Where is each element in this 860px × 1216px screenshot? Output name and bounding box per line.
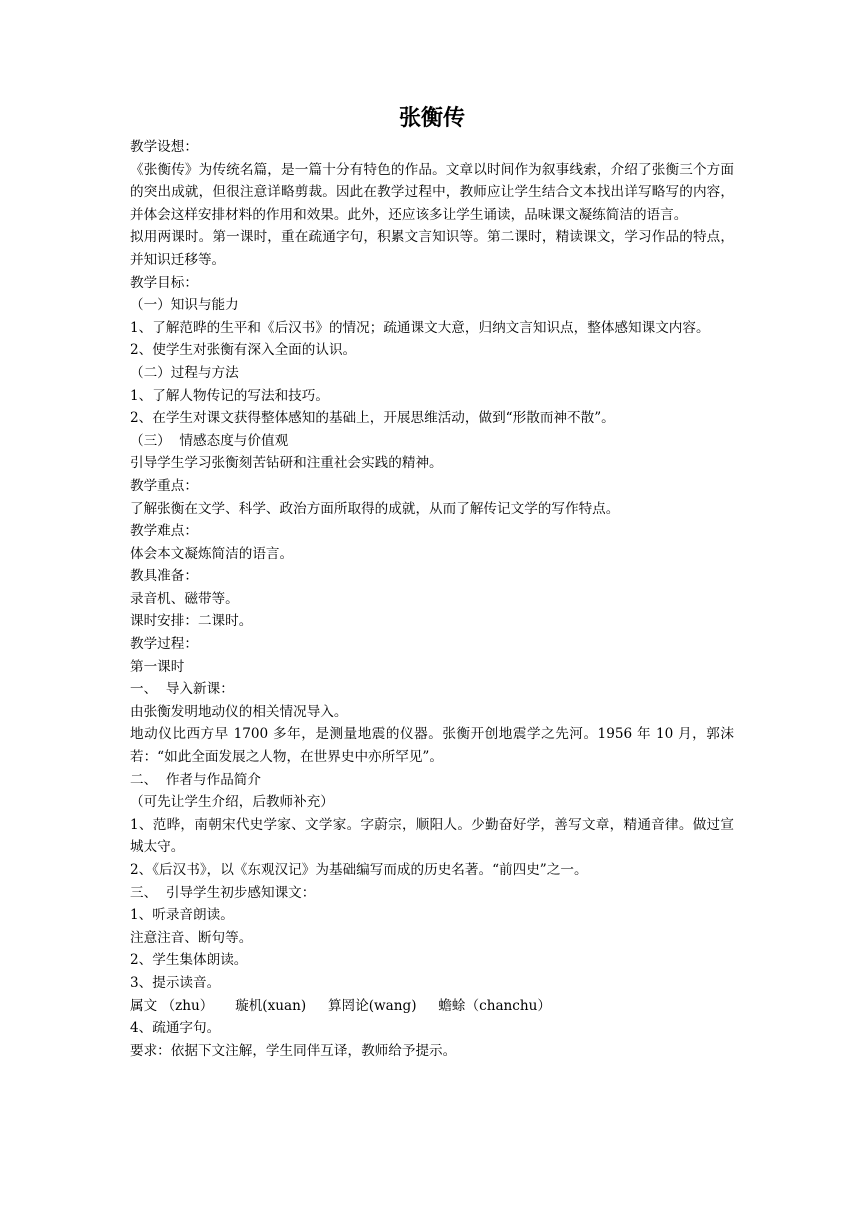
section-3-heading: 三、 引导学生初步感知课文： xyxy=(130,884,316,901)
goal-1-item-2: 2、使学生对张衡有深入全面的认识。 xyxy=(130,342,357,359)
document-title: 张衡传 xyxy=(398,106,465,131)
tools-text: 录音机、磁带等。 xyxy=(130,590,239,607)
document-page xyxy=(130,102,734,1062)
difficulty-text: 体会本文凝炼简洁的语言。 xyxy=(130,545,294,562)
focus-text: 了解张衡在文学、科学、政治方面所取得的成就，从而了解传记文学的写作特点。 xyxy=(130,500,620,517)
pronunciation-2: 璇机(xuan) xyxy=(235,997,307,1014)
design-paragraph-2: 拟用两课时。第一课时，重在疏通字句，积累文言知识等。第二课时，精读课文，学习作品的特点，并知识迁移等。 xyxy=(130,229,734,268)
pronunciation-list xyxy=(130,995,734,1018)
design-heading: 教学设想： xyxy=(130,139,198,155)
goal-3-heading: （三） 情感态度与价值观 xyxy=(130,432,289,449)
section-3-item-1: 1、听录音朗读。 xyxy=(130,907,234,924)
goal-2-item-1: 1、了解人物传记的写法和技巧。 xyxy=(130,387,329,404)
section-2-note: （可先让学生介绍，后教师补充） xyxy=(130,794,334,811)
tools-heading: 教具准备： xyxy=(130,568,198,585)
goal-1-item-1: 1、了解范晔的生平和《后汉书》的情况；疏通课文大意，归纳文言知识点，整体感知课文内容。 xyxy=(130,319,710,336)
section-3-item-1-note: 注意注音、断句等。 xyxy=(130,929,253,946)
section-3-item-3: 3、提示读音。 xyxy=(130,974,221,991)
focus-heading: 教学重点： xyxy=(130,477,198,494)
lesson-1-heading: 第一课时 xyxy=(130,658,185,675)
section-3-item-4: 4、疏通字句。 xyxy=(130,1020,221,1037)
goal-2-item-2: 2、在学生对课文获得整体感知的基础上，开展思维活动，做到“形散而神不散”。 xyxy=(130,410,615,427)
goals-heading: 教学目标： xyxy=(130,274,198,291)
design-paragraph-1: 《张衡传》为传统名篇，是一篇十分有特色的作品。文章以时间作为叙事线索，介绍了张衡三个方面的突出成就，但很注意详略剪裁。因此在教学过程中，教师应让学生结合文本找出详写略写的内容，并体会这样安排材料的作用和效果。此外，还应该多让学生诵读，品味课文凝练简洁的语言。 xyxy=(130,161,734,223)
goal-3-item-1: 引导学生学习张衡刻苦钻研和注重社会实践的精神。 xyxy=(130,455,443,472)
schedule-text: 课时安排：二课时。 xyxy=(130,613,253,630)
section-1-line-1: 由张衡发明地动仪的相关情况导入。 xyxy=(130,703,348,720)
pronunciation-1: 属文 （zhu） xyxy=(130,997,214,1014)
process-heading: 教学过程： xyxy=(130,636,198,653)
section-3-requirement: 要求：依据下文注解，学生同伴互译，教师给予提示。 xyxy=(130,1042,457,1059)
goal-2-heading: （二）过程与方法 xyxy=(130,364,239,381)
pronunciation-4: 蟾蜍（chanchu） xyxy=(438,997,552,1014)
section-1-heading: 一、 导入新课： xyxy=(130,681,234,698)
section-2-item-2: 2、《后汉书》，以《东观汉记》为基础编写而成的历史名著。“前四史”之一。 xyxy=(130,862,588,878)
section-3-item-2: 2、学生集体朗读。 xyxy=(130,952,248,969)
section-2-heading: 二、 作者与作品简介 xyxy=(130,771,261,788)
goal-1-heading: （一）知识与能力 xyxy=(130,297,239,314)
difficulty-heading: 教学难点： xyxy=(130,523,198,540)
pronunciation-3: 算罔论(wang) xyxy=(327,997,417,1014)
section-2-item-1: 1、范晔，南朝宋代史学家、文学家。字蔚宗，顺阳人。少勤奋好学，善写文章，精通音律。做过宣城太守。 xyxy=(130,816,734,856)
section-1-line-2: 地动仪比西方早 1700 多年，是测量地震的仪器。张衡开创地震学之先河。1956 年 10 月，郭沫若：“如此全面发展之人物，在世界史中亦所罕见”。 xyxy=(130,726,734,766)
